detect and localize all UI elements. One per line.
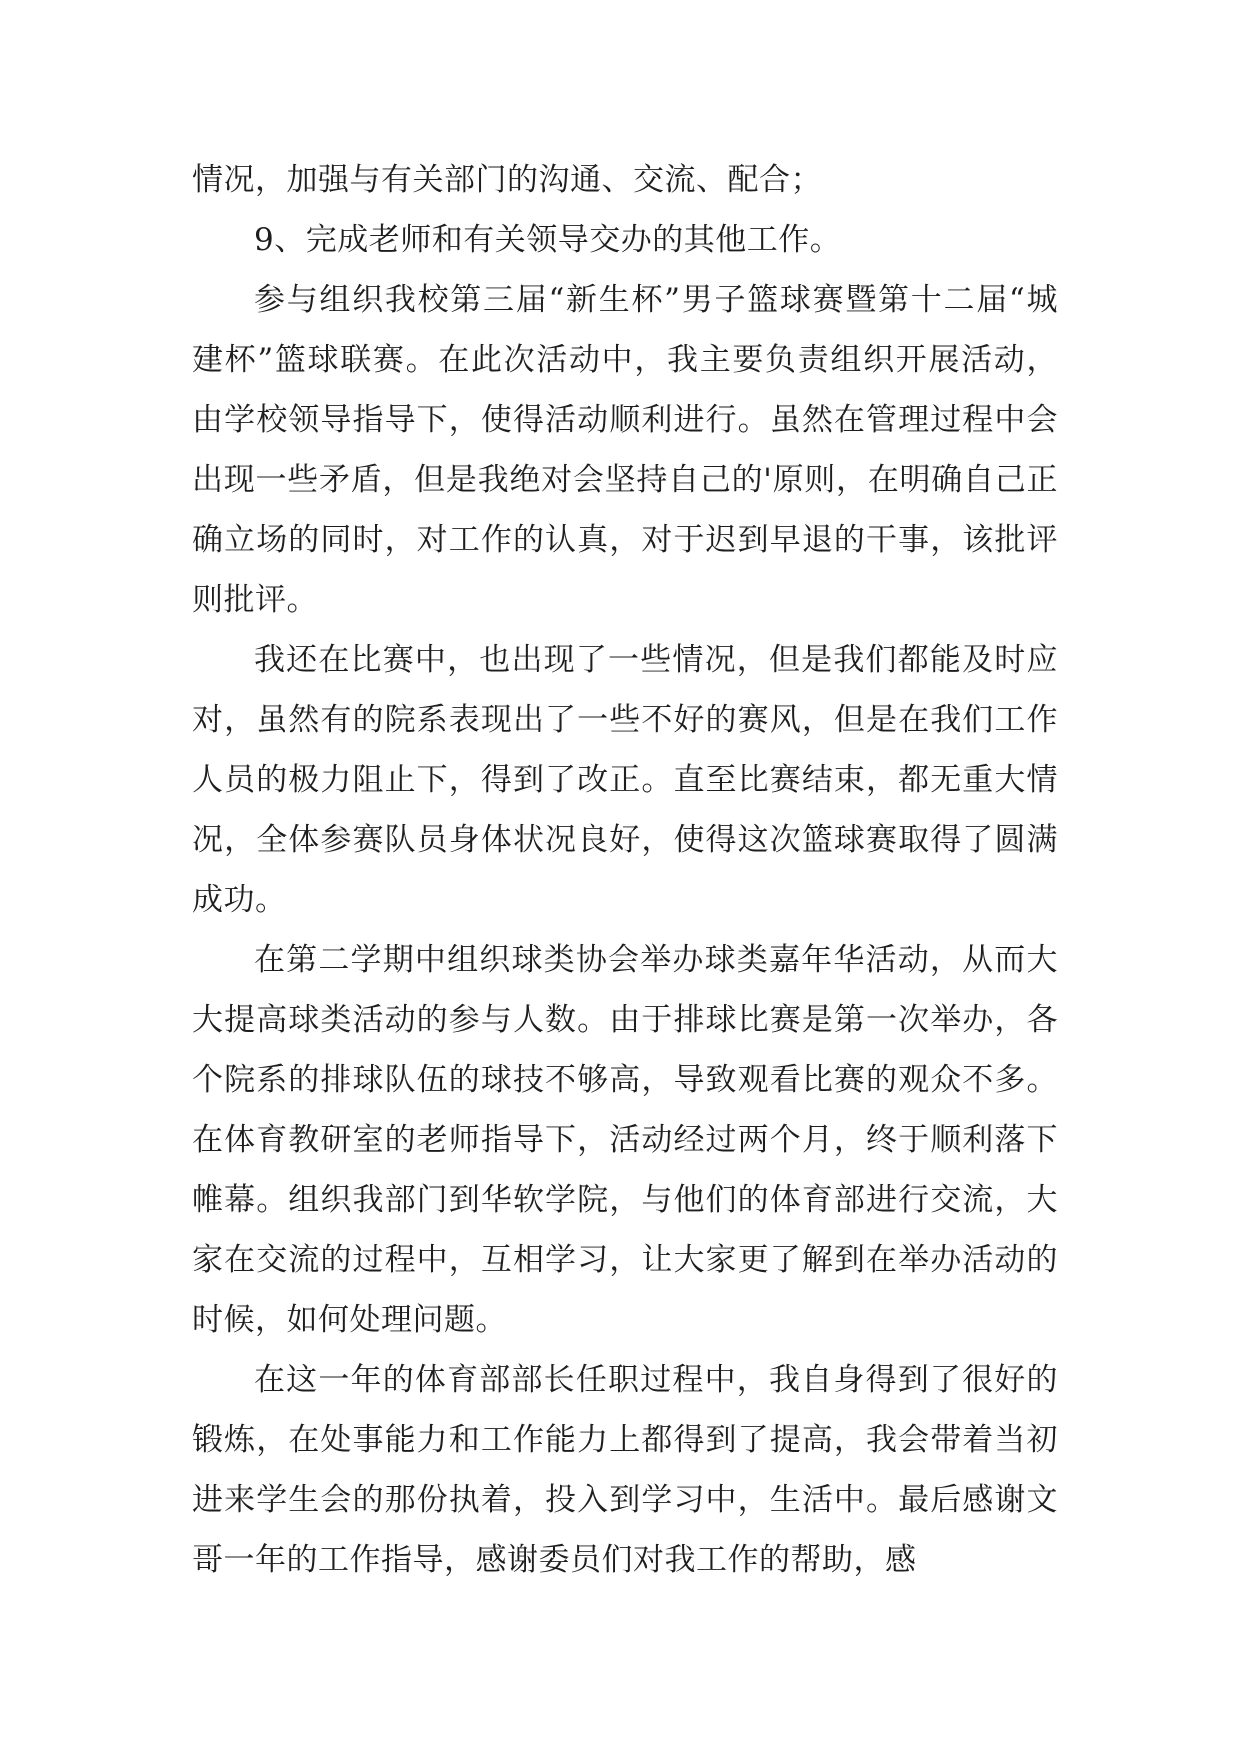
paragraph-4: 我还在比赛中，也出现了一些情况，但是我们都能及时应对，虽然有的院系表现出了一些不好的赛风，但是在我们工作人员的极力阻止下，得到了改正。直至比赛结束，都无重大情况，全体参赛队员身体状况良好，使得这次篮球赛取得了圆满成功。 — [192, 642, 1058, 918]
paragraph-6: 在这一年的体育部部长任职过程中，我自身得到了很好的锻炼，在处事能力和工作能力上都得到了提高，我会带着当初进来学生会的那份执着，投入到学习中，生活中。最后感谢文哥一年的工作指导，感谢委员们对我工作的帮助，感 — [192, 1362, 1058, 1578]
paragraph-2: 9、完成老师和有关领导交办的其他工作。 — [254, 222, 842, 258]
document-body — [192, 150, 1058, 1590]
paragraph-3: 参与组织我校第三届“新生杯”男子篮球赛暨第十二届“城建杯”篮球联赛。在此次活动中，我主要负责组织开展活动，由学校领导指导下，使得活动顺利进行。虽然在管理过程中会出现一些矛盾，但是我绝对会坚持自己的'原则，在明确自己正确立场的同时，对工作的认真，对于迟到早退的干事，该批评则批评。 — [192, 282, 1058, 618]
paragraph-1: 情况，加强与有关部门的沟通、交流、配合； — [192, 162, 822, 198]
paragraph-5: 在第二学期中组织球类协会举办球类嘉年华活动，从而大大提高球类活动的参与人数。由于排球比赛是第一次举办，各个院系的排球队伍的球技不够高，导致观看比赛的观众不多。在体育教研室的老师指导下，活动经过两个月，终于顺利落下帷幕。组织我部门到华软学院，与他们的体育部进行交流，大家在交流的过程中，互相学习，让大家更了解到在举办活动的时候，如何处理问题。 — [192, 942, 1058, 1338]
